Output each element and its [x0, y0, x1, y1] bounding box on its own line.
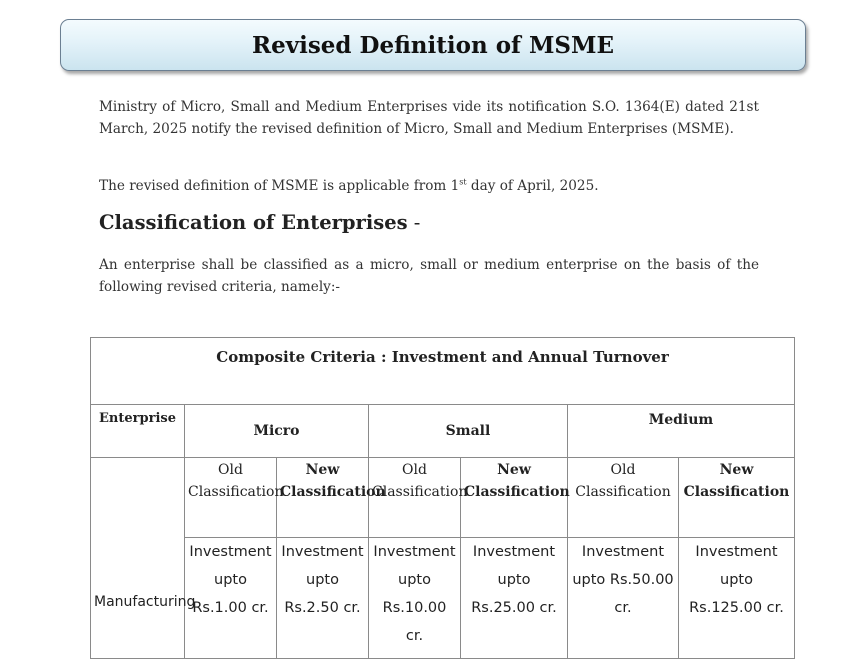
small-header: Small — [369, 405, 568, 458]
small-new-investment: Investment upto Rs.25.00 cr. — [461, 538, 568, 659]
micro-new-label: New Classification — [277, 458, 369, 538]
criteria-table — [90, 337, 795, 659]
micro-old-label: Old Classification — [185, 458, 277, 538]
small-old-label: Old Classification — [369, 458, 461, 538]
applicability-text-start: The revised definition of MSME is applicable from 1 — [99, 178, 460, 194]
classification-row — [91, 458, 795, 538]
medium-new-investment: Investment upto Rs.125.00 cr. — [679, 538, 795, 659]
medium-old-investment: Investment upto Rs.50.00 cr. — [568, 538, 679, 659]
applicability-paragraph — [99, 175, 759, 197]
medium-new-label: New Classification — [679, 458, 795, 538]
micro-header: Micro — [185, 405, 369, 458]
medium-old-label: Old Classification — [568, 458, 679, 538]
enterprise-header: Enterprise — [91, 405, 185, 458]
micro-old-investment: Investment upto Rs.1.00 cr. — [185, 538, 277, 659]
medium-header: Medium — [568, 405, 795, 458]
caption-row — [91, 338, 795, 405]
applicability-text-end: day of April, 2025. — [466, 178, 599, 194]
investment-row — [91, 538, 795, 659]
title-banner — [60, 19, 806, 71]
table-caption: Composite Criteria : Investment and Annual Turnover — [91, 338, 795, 405]
ordinal-suffix: st — [459, 177, 467, 187]
page-title: Revised Definition of MSME — [251, 31, 614, 59]
micro-new-investment: Investment upto Rs.2.50 cr. — [277, 538, 369, 659]
section-heading — [99, 211, 420, 234]
sector-cell: Manufacturing — [91, 458, 185, 659]
small-old-investment: Investment upto Rs.10.00 cr. — [369, 538, 461, 659]
small-new-label: New Classification — [461, 458, 568, 538]
section-heading-dash: - — [407, 211, 421, 234]
classification-paragraph: An enterprise shall be classified as a micro, small or medium enterprise on the basis of the following revised criteria, namely:- — [99, 257, 759, 295]
group-header-row — [91, 405, 795, 458]
intro-paragraph: Ministry of Micro, Small and Medium Enterprises vide its notification S.O. 1364(E) dated 21st March, 2025 notify the revised definition of Micro, Small and Medium Enterprises (MSME). — [99, 99, 759, 137]
section-heading-text: Classification of Enterprises — [99, 211, 408, 234]
